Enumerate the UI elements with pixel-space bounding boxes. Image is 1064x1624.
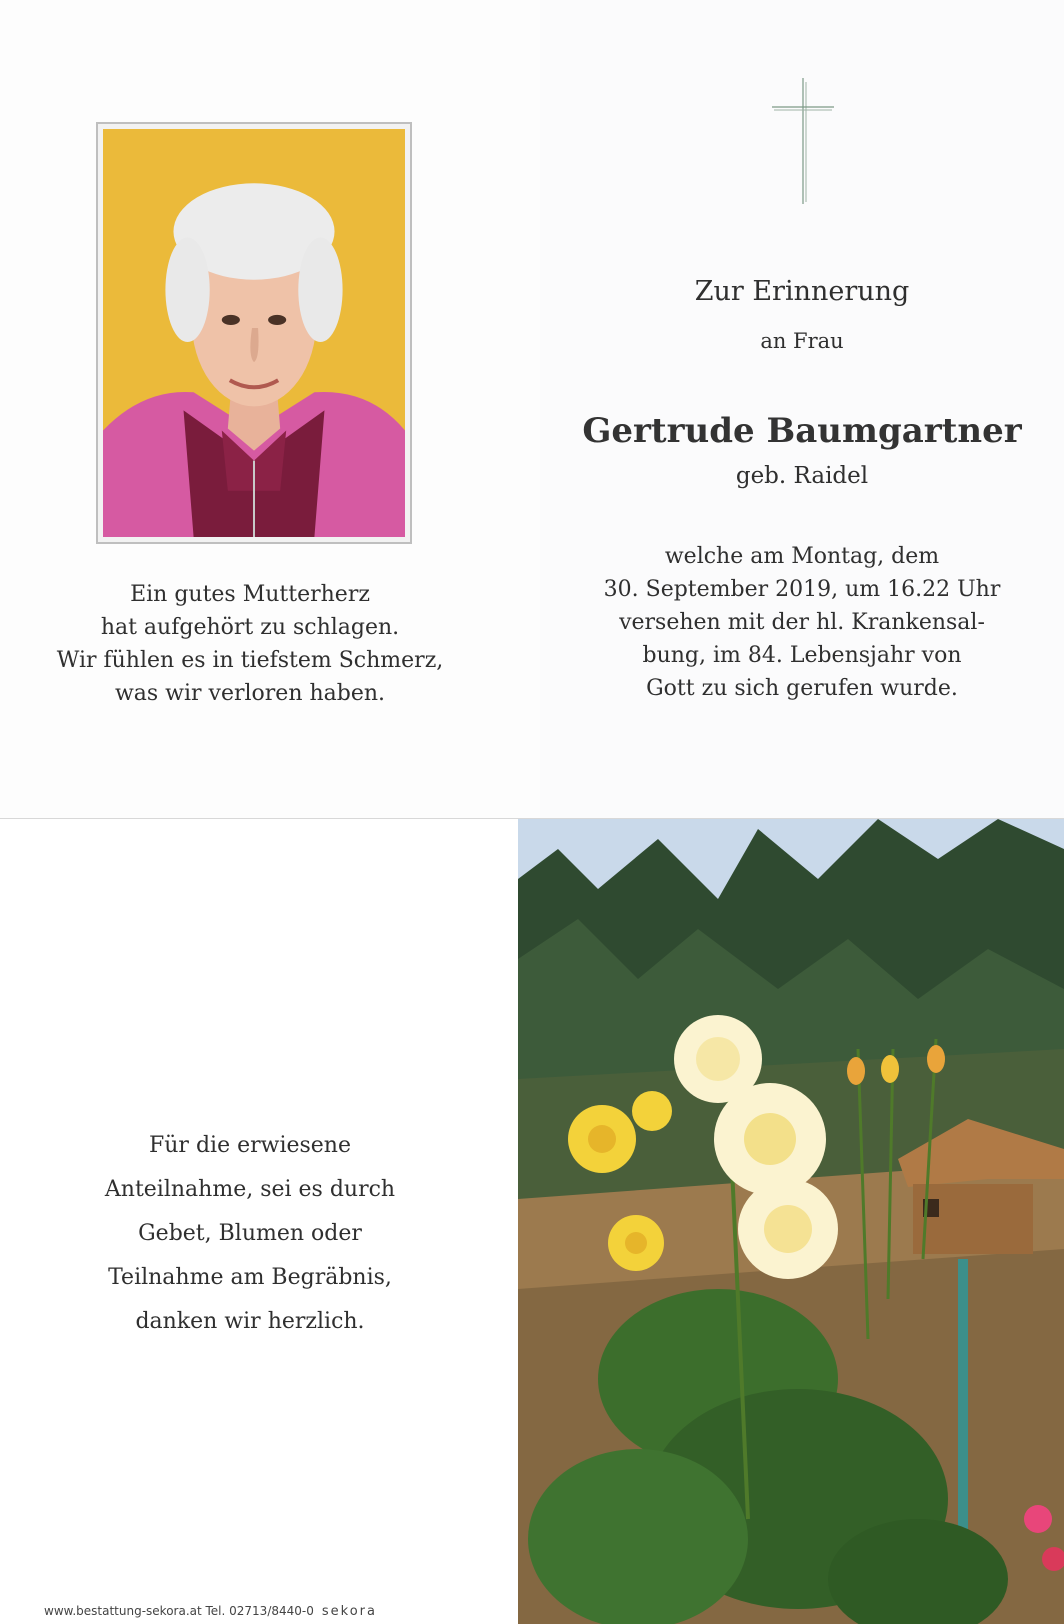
maiden-name: geb. Raidel: [735, 463, 869, 489]
details-line: versehen mit der hl. Krankensal-: [619, 610, 985, 635]
deceased-name: Gertrude Baumgartner: [582, 411, 1022, 451]
details-line: bung, im 84. Lebensjahr von: [642, 643, 962, 668]
roses-garden-photo: [518, 819, 1064, 1624]
funeral-home-footer: [44, 1604, 377, 1619]
thanks-line: Anteilnahme, sei es durch: [104, 1177, 396, 1202]
thanks-line: Gebet, Blumen oder: [138, 1221, 362, 1246]
memorial-prefix: an Frau: [760, 329, 844, 353]
details-line: Gott zu sich gerufen wurde.: [646, 676, 958, 701]
memorial-quote: [40, 578, 460, 710]
card-inner-left-panel: [0, 0, 540, 818]
quote-line: Ein gutes Mutterherz: [130, 582, 370, 607]
thanks-line: Teilnahme am Begräbnis,: [108, 1265, 392, 1290]
card-front-panel: [518, 819, 1064, 1624]
thanks-line: Für die erwiesene: [149, 1133, 351, 1158]
portrait-frame: [96, 122, 412, 544]
thanks-message: [40, 1124, 460, 1344]
footer-contact: www.bestattung-sekora.at Tel. 02713/8440-0: [44, 1604, 314, 1618]
memorial-title: Zur Erinnerung: [694, 276, 910, 307]
details-line: 30. September 2019, um 16.22 Uhr: [603, 577, 1001, 602]
quote-line: Wir fühlen es in tiefstem Schmerz,: [56, 648, 444, 673]
quote-line: was wir verloren haben.: [114, 681, 386, 706]
quote-line: hat aufgehört zu schlagen.: [100, 615, 400, 640]
thanks-line: danken wir herzlich.: [135, 1309, 365, 1334]
death-details: [560, 540, 1044, 705]
memorial-intro: [560, 274, 1044, 356]
details-line: welche am Montag, dem: [664, 544, 940, 569]
footer-brand-logo: sekora: [321, 1604, 377, 1619]
cross-icon: [772, 78, 834, 204]
portrait-photo: [103, 129, 405, 537]
